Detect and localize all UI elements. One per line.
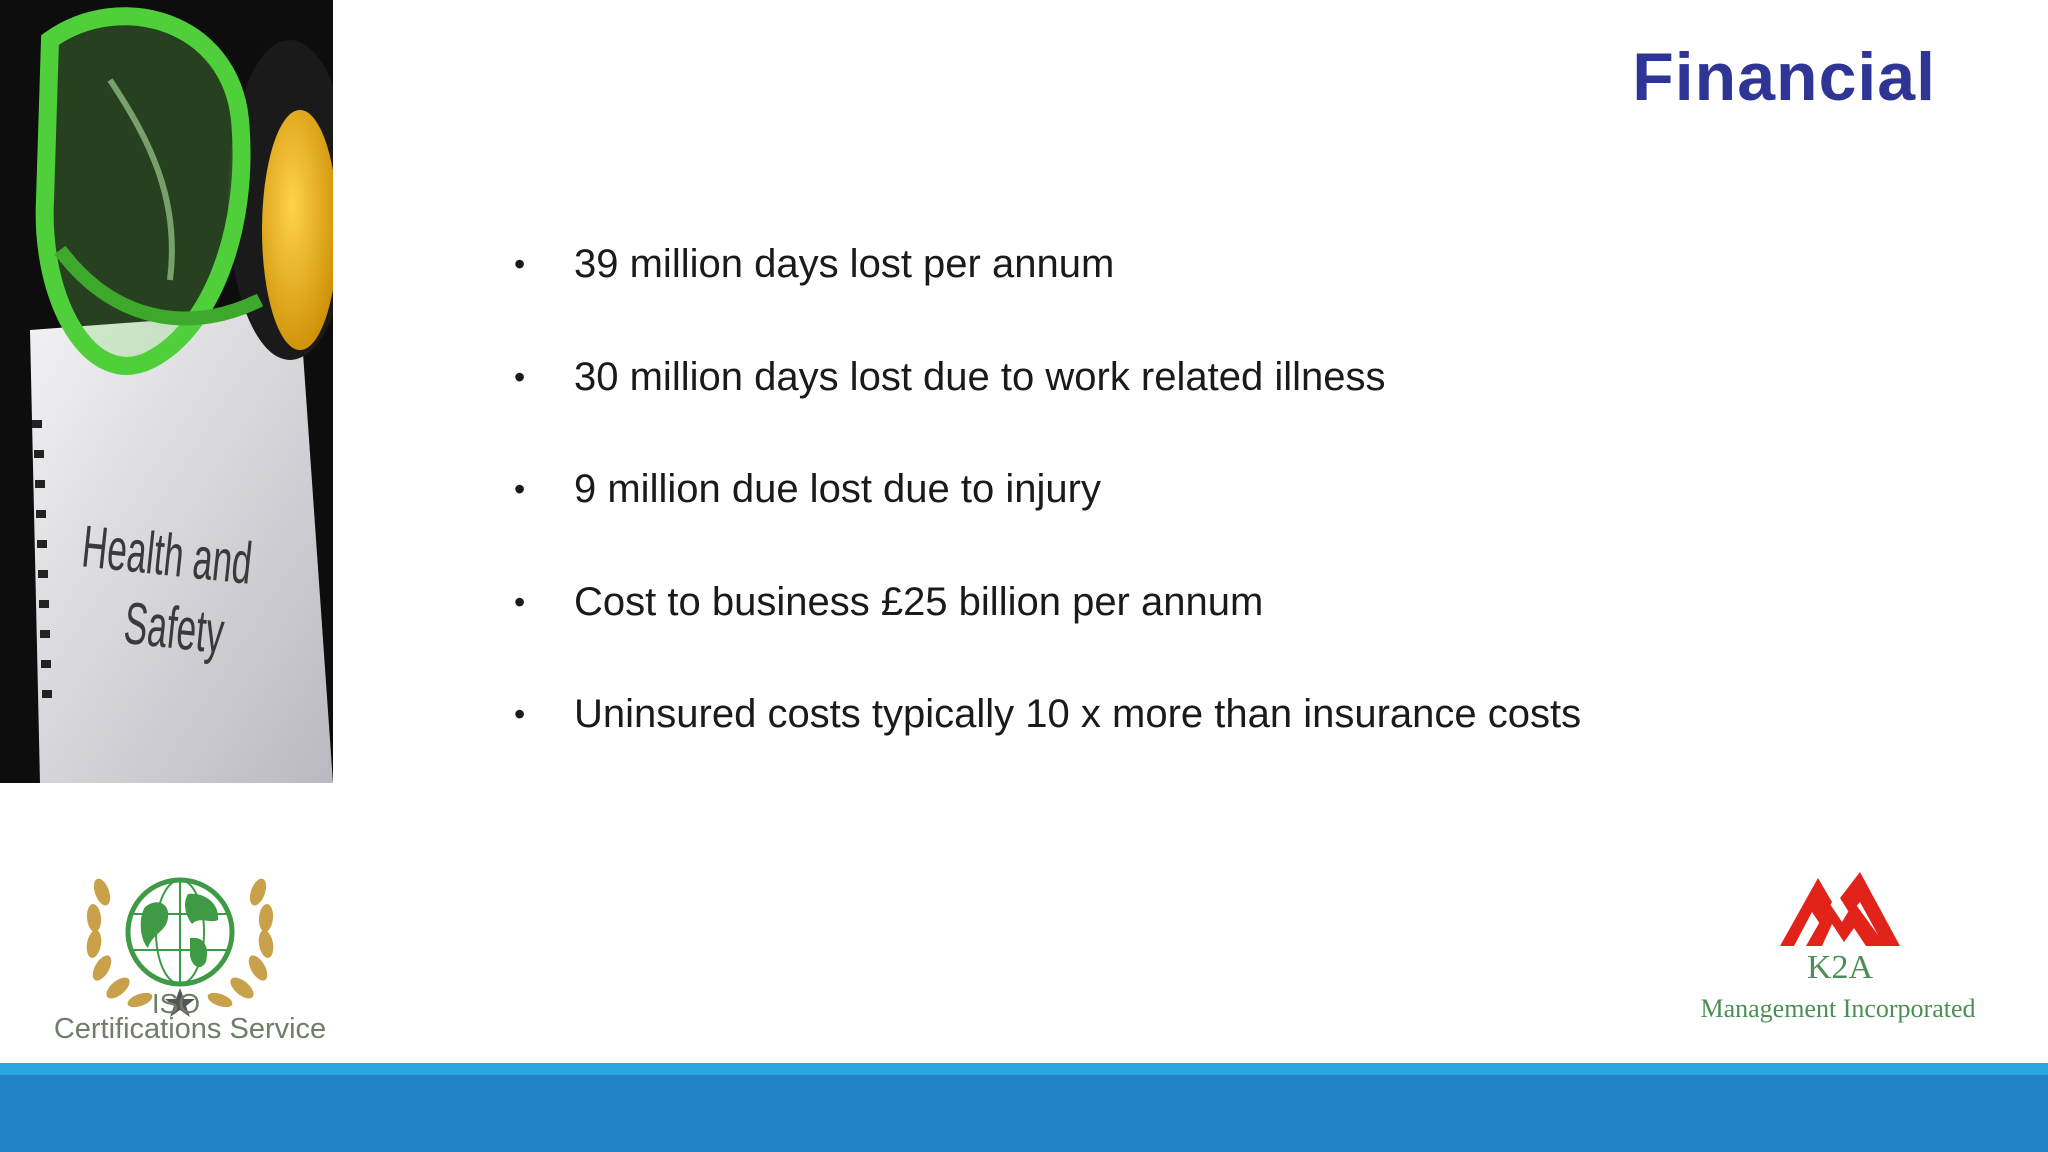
iso-logo-text-line1: ISO (151, 988, 201, 1019)
bullet-item (510, 457, 1581, 570)
bullet-dot-icon: • (514, 583, 526, 620)
k2a-mountain-logo (1780, 872, 1900, 946)
bullet-dot-icon: • (514, 471, 526, 507)
bullet-list (510, 232, 1581, 795)
bullet-item (510, 570, 1581, 683)
bullet-dot-icon: • (514, 696, 526, 732)
footer-band-light (0, 1063, 2048, 1075)
sign-text-line2: Safety (120, 590, 228, 667)
bullet-text: 39 million days lost per annum (574, 242, 1115, 286)
bullet-item (510, 232, 1581, 345)
k2a-logo-name: K2A (1806, 949, 1874, 986)
bullet-dot-icon: • (514, 358, 526, 395)
bullet-item (510, 345, 1581, 458)
bullet-item (510, 682, 1581, 795)
bullet-text: 30 million days lost due to work related illness (574, 354, 1386, 399)
bullet-text: 9 million due lost due to injury (574, 467, 1101, 511)
slide-title: Financial (1632, 39, 1936, 115)
photo-illustration (0, 0, 333, 783)
bullet-text: Uninsured costs typically 10 x more than insurance costs (574, 692, 1582, 736)
sign-text-line1: Health and (78, 514, 256, 598)
footer-band-dark (0, 1075, 2048, 1152)
health-safety-photo (0, 0, 333, 783)
iso-logo-text-line2: Certifications Service (53, 1013, 327, 1045)
bullet-dot-icon: • (514, 246, 526, 282)
bullet-text: Cost to business £25 billion per annum (574, 579, 1264, 624)
k2a-logo-subtitle: Management Incorporated (1700, 994, 1976, 1023)
